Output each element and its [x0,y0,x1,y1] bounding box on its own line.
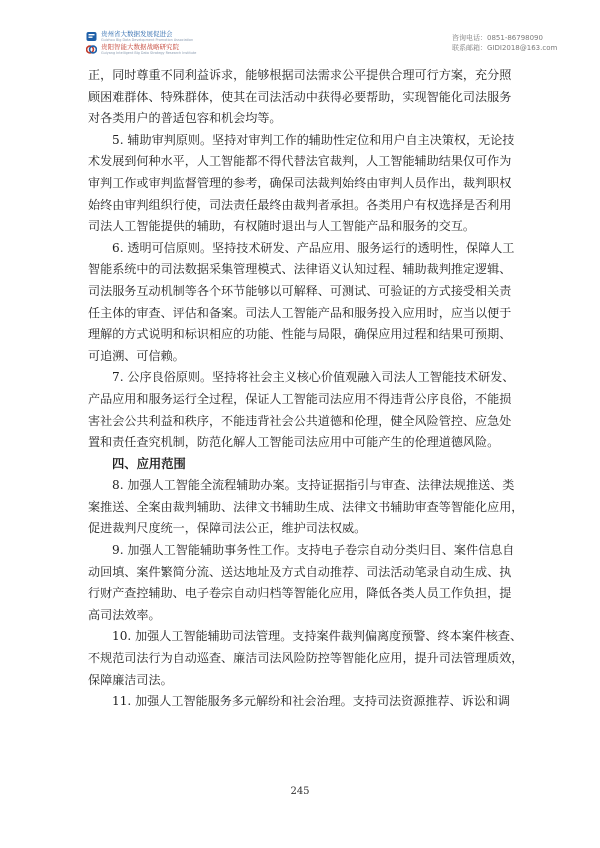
section-heading [88,454,508,476]
text-line: 促进裁判尺度统一，保障司法公正，维护司法权威。 [88,521,367,536]
text-line: 案推送、全案由裁判辅助、法律文书辅助生成、法律文书辅助审查等智能化应用， [88,499,524,514]
text-line: 司法人工智能提供的辅助，有权随时退出与人工智能产品和服务的交互。 [88,219,476,234]
text-line: 可追溯、可信赖。 [88,348,185,363]
text-line: 10. 加强人工智能辅助司法管理。支持案件裁判偏离度预警、终本案件核查、 [112,629,523,644]
email-line [452,43,557,53]
paragraph-principle-6 [88,238,515,368]
text-line: 11. 加强人工智能服务多元解纷和社会治理。支持司法资源推荐、诉讼和调 [112,694,510,709]
text-line: 9. 加强人工智能辅助事务性工作。支持电子卷宗自动分类归目、案件信息自 [112,543,515,558]
institute-name: 贵阳智能大数据战略研究院 [101,43,179,51]
paragraph-item-10 [88,626,524,691]
paragraph-item-9 [88,540,515,626]
institute-name-block [101,44,196,55]
email-address: GIDI2018@163.com [487,44,558,52]
text-line: 智能系统中的司法数据采集管理模式、法律语义认知过程、辅助裁判推定逻辑、 [88,262,512,277]
page-number: 245 [290,786,310,797]
text-line: 5. 辅助审判原则。坚持对审判工作的辅助性定位和用户自主决策权，无论技 [112,132,515,147]
paragraph-continuation [88,65,512,130]
text-line: 正，同时尊重不同利益诉求，能够根据司法需求公平提供合理可行方案，充分照 [88,68,512,82]
association-name-en: Guizhou Big Data Development Promotion Association [101,38,194,42]
text-line: 顾困难群体、特殊群体，使其在司法活动中获得必要帮助，实现智能化司法服务 [88,89,512,104]
institute-logo-icon [86,44,97,55]
text-line: 7. 公序良俗原则。坚持将社会主义核心价值观融入司法人工智能技术研发、 [112,370,515,385]
association-name-block [101,31,193,42]
logo-row-association [86,30,216,43]
text-line: 保障廉洁司法。 [88,672,173,687]
association-name: 贵州省大数据发展促进会 [101,30,173,38]
text-line: 理解的方式说明和标识相应的功能、性能与局限，确保应用过程和结果可预期、 [88,327,512,342]
text-line: 8. 加强人工智能全流程辅助办案。支持证据指引与审查、法律法规推送、类 [112,478,515,493]
phone-number: 0851-86798090 [487,34,543,42]
text-line: 行财产查控辅助、电子卷宗自动归档等智能化应用，降低各类人员工作负担，提 [88,586,512,601]
text-line: 司法服务互动机制等各个环节能够以可解释、可测试、可验证的方式接受相关责 [88,283,512,298]
institute-name-en: Guiyang Intelligent Big Data Strategy Research Institute [101,51,197,55]
text-line: 始终由审判组织行使，司法责任最终由裁判者承担。各类用户有权选择是否利用 [88,197,512,212]
logo-row-institute [86,43,216,56]
paragraph-principle-5 [88,130,515,238]
text-line: 术发展到何种水平，人工智能都不得代替法官裁判，人工智能辅助结果仅可作为 [88,154,512,169]
text-line: 审判工作或审判监督管理的参考，确保司法裁判始终由审判人员作出，裁判职权 [88,175,512,190]
section-heading-text: 四、应用范围 [112,456,186,471]
text-line: 任主体的审查、评估和备案。司法人工智能产品和服务投入应用时，应当以便于 [88,305,512,320]
association-logo-icon [86,31,97,42]
text-line: 害社会公共利益和秩序，不能违背社会公共道德和伦理，健全风险管控、应急处 [88,413,512,428]
text-line: 不规范司法行为自动巡查、廉洁司法风险防控等智能化应用，提升司法管理质效， [88,651,524,666]
paragraph-principle-7 [88,367,515,453]
paragraph-item-8 [88,475,524,540]
text-line: 动回填、案件繁简分流、送达地址及方式自动推荐、司法活动笔录自动生成、执 [88,564,512,579]
phone-line [452,33,557,43]
email-label: 联系邮箱： [452,44,487,52]
text-line: 置和责任查究机制，防范化解人工智能司法应用中可能产生的伦理道德风险。 [88,435,500,450]
document-body [88,65,524,713]
text-line: 对各类用户的普适包容和机会均等。 [88,111,282,126]
text-line: 产品应用和服务运行全过程，保证人工智能司法应用不得违背公序良俗，不能损 [88,391,512,406]
text-line: 高司法效率。 [88,607,161,622]
organization-logos [86,30,216,56]
paragraph-item-11 [88,691,508,713]
text-line: 6. 透明可信原则。坚持技术研发、产品应用、服务运行的透明性，保障人工 [112,240,515,255]
page-header [0,0,600,58]
contact-info [452,33,557,53]
phone-label: 咨询电话： [452,34,487,42]
